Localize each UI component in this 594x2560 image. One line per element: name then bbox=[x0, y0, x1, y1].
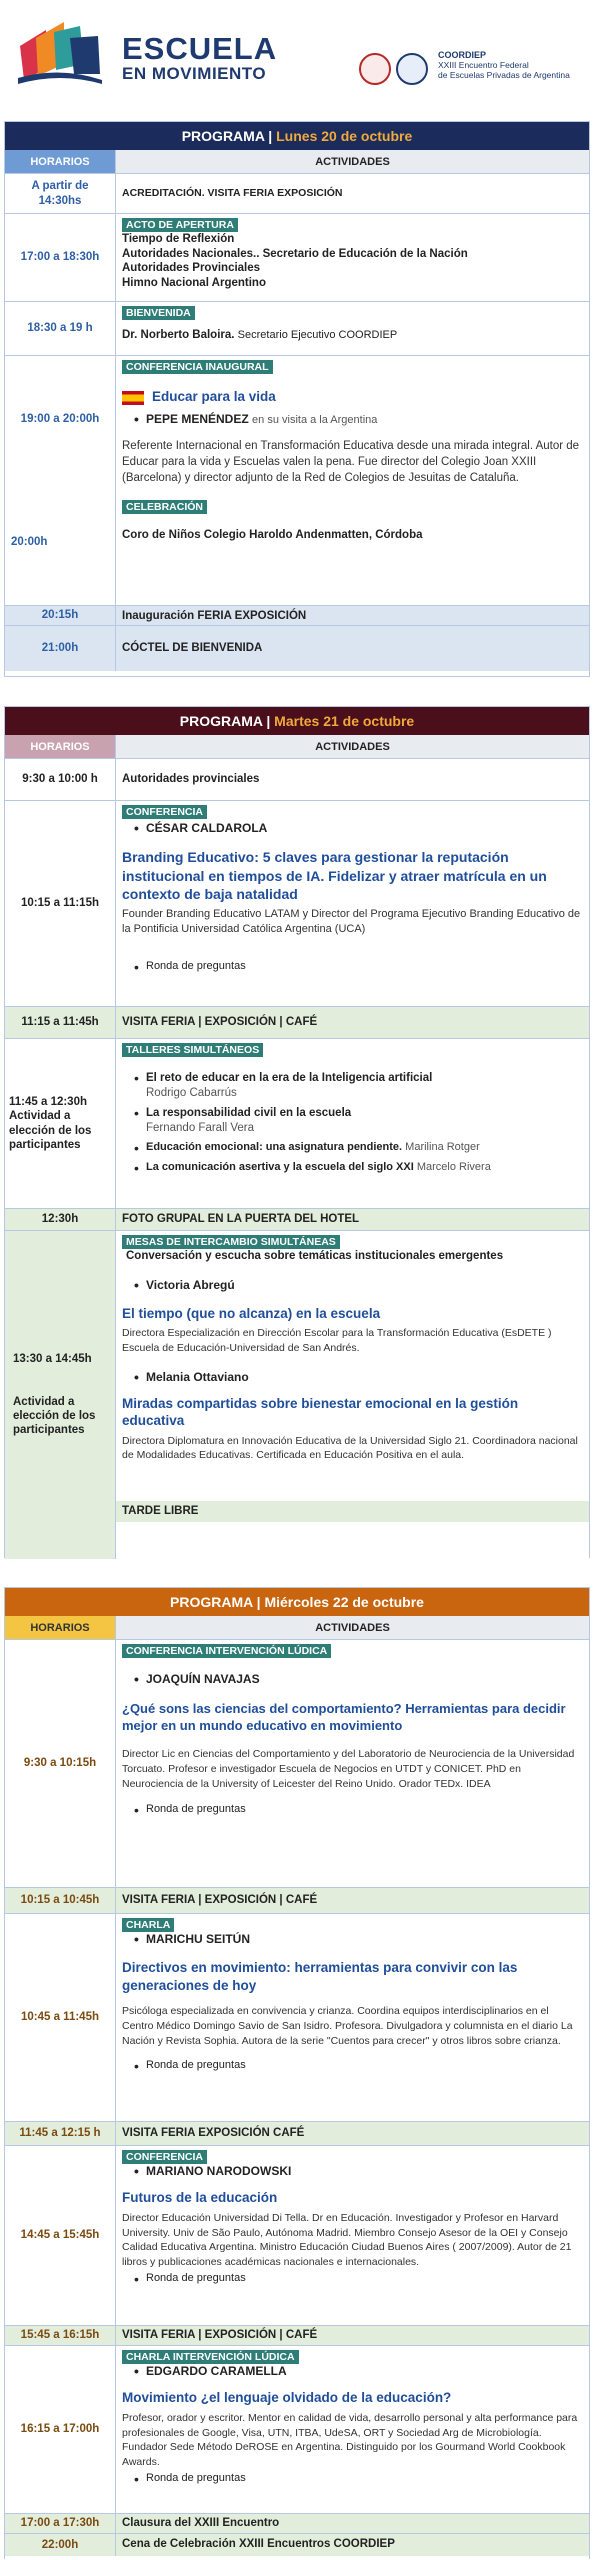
workshop-title: Educación emocional: una asignatura pendiente. bbox=[146, 1140, 403, 1153]
program-title bbox=[5, 122, 589, 150]
table-row bbox=[5, 1039, 589, 1209]
table-row bbox=[5, 1640, 589, 1888]
table-row bbox=[5, 1231, 589, 1559]
row-time: 22:00h bbox=[5, 2534, 116, 2556]
speaker-bio: Profesor, orador y escritor. Mentor en calidad de vida, desarrollo personal y alta performance para profesionales de Google, Visa, UTN, ITBA, UdeSA, ORT y Sociedad Arg de Microbiología. Fundador Sede Método DeROSE en Argentina. Distinguido por los Gourmand World Cookbook Awards. bbox=[122, 2411, 578, 2468]
speaker-name: • JOAQUÍN NAVAJAS bbox=[122, 1672, 583, 1687]
table-row bbox=[5, 1209, 589, 1231]
col-actividades: ACTIVIDADES bbox=[116, 1616, 589, 1639]
row-time-group bbox=[5, 356, 116, 605]
row-activity: CÓCTEL DE BIENVENIDA bbox=[122, 642, 263, 655]
table-row bbox=[5, 2146, 589, 2326]
speaker-name: • EDGARDO CARAMELLA bbox=[122, 2364, 583, 2379]
section-tag: MESAS DE INTERCAMBIO SIMULTÁNEAS bbox=[122, 1235, 340, 1249]
table-row bbox=[5, 214, 589, 302]
association-name: COORDIEP bbox=[438, 50, 487, 60]
row-time: 11:45 a 12:30h Actividad a elección de los participantes bbox=[5, 1039, 116, 1208]
questions-round: • Ronda de preguntas bbox=[122, 2059, 583, 2073]
tables-subtitle: Conversación y escucha sobre temáticas institucionales emergentes bbox=[126, 1250, 504, 1263]
row-activity bbox=[116, 1640, 589, 1887]
program-day: Miércoles 22 de octubre bbox=[264, 1594, 424, 1610]
row-activity: Autoridades provinciales bbox=[122, 773, 260, 786]
row-activity bbox=[116, 801, 589, 1006]
section-tag: CONFERENCIA bbox=[122, 2150, 207, 2164]
row-time: 10:15 a 11:15h bbox=[5, 801, 116, 1006]
section-tag: CHARLA INTERVENCIÓN LÚDICA bbox=[122, 2350, 299, 2364]
row-time: 11:15 a 11:45h bbox=[5, 1007, 116, 1038]
association-line-2: XXIII Encuentro Federal bbox=[438, 60, 529, 70]
brand-line-2: EN MOVIMIENTO bbox=[122, 64, 267, 83]
spain-flag-icon bbox=[122, 391, 144, 405]
talk-title: Futuros de la educación bbox=[122, 2190, 278, 2206]
section-tag: CONFERENCIA bbox=[122, 805, 207, 819]
row-time: 20:15h bbox=[5, 606, 116, 625]
program-title bbox=[5, 707, 589, 735]
row-time: 17:00 a 18:30h bbox=[5, 214, 116, 301]
row-activity: Inauguración FERIA EXPOSICIÓN bbox=[122, 610, 307, 622]
speaker-note: en su visita a la Argentina bbox=[252, 413, 378, 426]
speaker-bio: Directora Especialización en Dirección Escolar para la Transformación Educativa (EsDETE ) Escuela de Educación-Universidad de San Andrés. bbox=[122, 1327, 552, 1354]
col-horarios: HORARIOS bbox=[5, 1616, 116, 1639]
speaker-name: PEPE MENÉNDEZ bbox=[146, 411, 249, 426]
page-header bbox=[0, 0, 594, 100]
book-logo-icon bbox=[14, 18, 106, 90]
program-day: Martes 21 de octubre bbox=[274, 713, 415, 729]
table-row bbox=[5, 2346, 589, 2514]
workshop-title: La responsabilidad civil en la escuela bbox=[146, 1107, 352, 1120]
section-tag: CHARLA bbox=[122, 1918, 174, 1932]
table-header bbox=[5, 1616, 589, 1640]
table-row bbox=[5, 2122, 589, 2146]
table-row bbox=[5, 759, 589, 801]
seal-icon bbox=[359, 53, 391, 85]
talk-title: Branding Educativo: 5 claves para gestionar la reputación institucional en tiempos de IA. Fidelizar y atraer matrícula en un contexto de baja natalidad bbox=[122, 849, 547, 902]
line-1: Tiempo de Reflexión bbox=[122, 233, 235, 246]
table-row bbox=[5, 801, 589, 1007]
section-tag: BIENVENIDA bbox=[122, 306, 195, 320]
program-day-2 bbox=[4, 706, 590, 1558]
speaker-bio: Founder Branding Educativo LATAM y Director del Programa Ejecutivo Branding Educativo de la Pontificia Universidad Católica Argentina (UCA) bbox=[122, 907, 581, 936]
section-tag: CONFERENCIA INAUGURAL bbox=[122, 360, 273, 374]
row-time: 16:15 a 17:00h bbox=[5, 2346, 116, 2513]
speaker-name: Dr. Norberto Baloira. bbox=[122, 329, 235, 342]
row-activity bbox=[116, 214, 589, 301]
col-actividades: ACTIVIDADES bbox=[116, 735, 589, 758]
row-activity bbox=[116, 1914, 589, 2121]
section-tag: ACTO DE APERTURA bbox=[122, 218, 238, 232]
row-activity bbox=[116, 1231, 589, 1559]
line-4: Himno Nacional Argentino bbox=[122, 276, 266, 289]
section-tag: CELEBRACIÓN bbox=[122, 500, 207, 514]
row-activity: VISITA FERIA | EXPOSICIÓN | CAFÉ bbox=[122, 1016, 318, 1029]
talk-title: Educar para la vida bbox=[152, 389, 276, 405]
table-row bbox=[5, 174, 589, 214]
talk-title: Movimiento ¿el lenguaje olvidado de la educación? bbox=[122, 2390, 452, 2406]
workshop-speaker: Rodrigo Cabarrús bbox=[146, 1086, 237, 1099]
emblem-icon bbox=[396, 53, 428, 85]
association-label bbox=[438, 50, 570, 80]
table-header bbox=[5, 150, 589, 174]
row-time: 10:15 a 10:45h bbox=[5, 1888, 116, 1913]
brand-line-1: ESCUELA bbox=[122, 31, 278, 66]
talk-title: Miradas compartidas sobre bienestar emocional en la gestión educativa bbox=[122, 1395, 519, 1429]
row-activity bbox=[116, 302, 589, 355]
association-line-3: de Escuelas Privadas de Argentina bbox=[438, 70, 570, 80]
row-time: 11:45 a 12:15 h bbox=[5, 2122, 116, 2145]
program-day-3 bbox=[4, 1587, 590, 2559]
row-time-group bbox=[5, 1231, 116, 1559]
speaker-bio: Referente Internacional en Transformación Educativa desde una mirada integral. Autor de Educar para la vida y Escuelas valen la pena. Fue director del Colegio Joan XXIII (Barcelona) y director adjunto de la Red de Colegios de Jesuitas de Cataluña. bbox=[122, 439, 580, 484]
row-activity: Cena de Celebración XXIII Encuentros COORDIEP bbox=[122, 2538, 395, 2550]
line-2: Autoridades Nacionales.. Secretario de Educación de la Nación bbox=[122, 247, 468, 260]
celebration-text: Coro de Niños Colegio Haroldo Andenmatten, Córdoba bbox=[122, 529, 423, 542]
line-3: Autoridades Provinciales bbox=[122, 262, 261, 275]
table-row bbox=[5, 1914, 589, 2122]
speaker-role: Secretario Ejecutivo COORDIEP bbox=[237, 329, 398, 342]
program-title bbox=[5, 1588, 589, 1616]
talk-title: El tiempo (que no alcanza) en la escuela bbox=[122, 1305, 381, 1321]
row-activity bbox=[116, 2146, 589, 2325]
program-prefix: PROGRAMA | bbox=[181, 128, 277, 144]
table-row bbox=[5, 2534, 589, 2556]
row-time-note: Actividad a elección de los participantes bbox=[13, 1395, 96, 1437]
workshop-title: El reto de educar en la era de la Inteligencia artificial bbox=[146, 1072, 433, 1085]
table-row bbox=[5, 356, 589, 606]
workshop-speaker: Fernando Farall Vera bbox=[146, 1121, 255, 1134]
row-time: 9:30 a 10:15h bbox=[5, 1640, 116, 1887]
speaker-name: • MARICHU SEITÚN bbox=[122, 1932, 583, 1947]
speaker-bio: Director Educación Universidad Di Tella. Dr en Educación. Investigador y Profesor en Harvard University. Univ de São Paulo, Autónoma Madrid. Miembro Consejo Asesor de la OEI y Consejo Calidad Educativa Argentina. Ministro Educación Ciudad Buenos Aires ( 2007/2009). Autor de 21 libros y publicaciones académicas nacionales e internacionales. bbox=[122, 2211, 572, 2268]
speaker-name: • MARIANO NARODOWSKI bbox=[122, 2164, 583, 2179]
col-horarios: HORARIOS bbox=[5, 735, 116, 758]
program-prefix: PROGRAMA | bbox=[170, 1594, 265, 1610]
row-activity bbox=[116, 2346, 589, 2513]
program-day-1 bbox=[4, 121, 590, 677]
row-time: 9:30 a 10:00 h bbox=[5, 759, 116, 800]
row-activity: FOTO GRUPAL EN LA PUERTA DEL HOTEL bbox=[122, 1213, 360, 1225]
speaker-bio: Psicóloga especializada en convivencia y crianza. Coordina equipos interdisciplinarios en el Centro Médico Domingo Savio de San Isidro. Profesora. Divulgadora y columnista en el diario La Nación y Revista Sophia. Autora de la serie "Cuentos para crecer" y otros libros sobre crianza. bbox=[122, 2005, 573, 2047]
row-time: 21:00h bbox=[5, 626, 116, 671]
questions-round: • Ronda de preguntas bbox=[122, 960, 583, 974]
talk-title: ¿Qué sons las ciencias del comportamiento? Herramientas para decidir mejor en un mundo educativo en movimiento bbox=[122, 1701, 566, 1734]
row-time: 15:45 a 16:15h bbox=[5, 2326, 116, 2345]
workshop-speaker: Marilina Rotger bbox=[405, 1140, 480, 1153]
col-actividades: ACTIVIDADES bbox=[116, 150, 589, 173]
brand-title bbox=[122, 33, 277, 84]
speaker-name: • CÉSAR CALDAROLA bbox=[122, 821, 583, 836]
table-row bbox=[5, 2326, 589, 2346]
table-row bbox=[5, 302, 589, 356]
program-prefix: PROGRAMA | bbox=[179, 713, 275, 729]
row-activity bbox=[116, 356, 589, 605]
workshop-title: La comunicación asertiva y la escuela del siglo XXI bbox=[146, 1160, 414, 1173]
row-time: 14:45 a 15:45h bbox=[5, 2146, 116, 2325]
row-time: 12:30h bbox=[5, 1209, 116, 1230]
table-row bbox=[5, 1007, 589, 1039]
row-time-2: 20:00h bbox=[11, 535, 48, 548]
table-header bbox=[5, 735, 589, 759]
talk-title: Directivos en movimiento: herramientas para convivir con las generaciones de hoy bbox=[122, 1960, 518, 1993]
row-time: 18:30 a 19 h bbox=[5, 302, 116, 355]
questions-round: • Ronda de preguntas bbox=[122, 2472, 583, 2486]
row-activity: VISITA FERIA | EXPOSICIÓN | CAFÉ bbox=[122, 1894, 318, 1907]
section-tag: TALLERES SIMULTÁNEOS bbox=[122, 1043, 263, 1057]
table-row bbox=[5, 1888, 589, 1914]
row-activity: Clausura del XXIII Encuentro bbox=[122, 2517, 280, 2529]
afternoon-free: TARDE LIBRE bbox=[116, 1501, 589, 1521]
row-time: A partir de 14:30hs bbox=[5, 174, 116, 213]
speaker-bio: Director Lic en Ciencias del Comportamiento y del Laboratorio de Neurociencia de la Universidad Torcuato. Profesor e investigador Escuela de Negocios en UTDT y CONICET. PhD en Neurociencia de la University of Leicester del Reino Unido. Orador TEDx. IDEA bbox=[122, 1748, 575, 1790]
row-activity: VISITA FERIA | EXPOSICIÓN | CAFÉ bbox=[122, 2329, 318, 2341]
workshop-speaker: Marcelo Rivera bbox=[416, 1160, 491, 1173]
speaker-name: • Melania Ottaviano bbox=[122, 1370, 583, 1385]
table-row bbox=[5, 606, 589, 626]
row-activity bbox=[116, 1039, 589, 1208]
table-row bbox=[5, 626, 589, 671]
row-time: 19:00 a 20:00h bbox=[20, 413, 100, 426]
table-row bbox=[5, 2514, 589, 2534]
speaker bbox=[122, 412, 583, 428]
row-activity: ACREDITACIÓN. VISITA FERIA EXPOSICIÓN bbox=[122, 186, 343, 199]
row-activity: VISITA FERIA EXPOSICIÓN CAFÉ bbox=[122, 2127, 305, 2140]
row-time: 17:00 a 17:30h bbox=[5, 2514, 116, 2533]
col-horarios: HORARIOS bbox=[5, 150, 116, 173]
section-tag: CONFERENCIA INTERVENCIÓN LÚDICA bbox=[122, 1644, 331, 1658]
speaker-name: • Victoria Abregú bbox=[122, 1278, 583, 1293]
speaker-bio: Directora Diplomatura en Innovación Educativa de la Universidad Siglo 21. Coordinadora nacional de Modalidades Educativas. Certificada en Educación Positiva en el aula. bbox=[122, 1434, 578, 1462]
row-time: 13:30 a 14:45h bbox=[13, 1353, 92, 1366]
program-day: Lunes 20 de octubre bbox=[276, 128, 413, 144]
questions-round: • Ronda de preguntas bbox=[122, 2272, 583, 2286]
questions-round: • Ronda de preguntas bbox=[122, 1803, 583, 1817]
row-time: 10:45 a 11:45h bbox=[5, 1914, 116, 2121]
